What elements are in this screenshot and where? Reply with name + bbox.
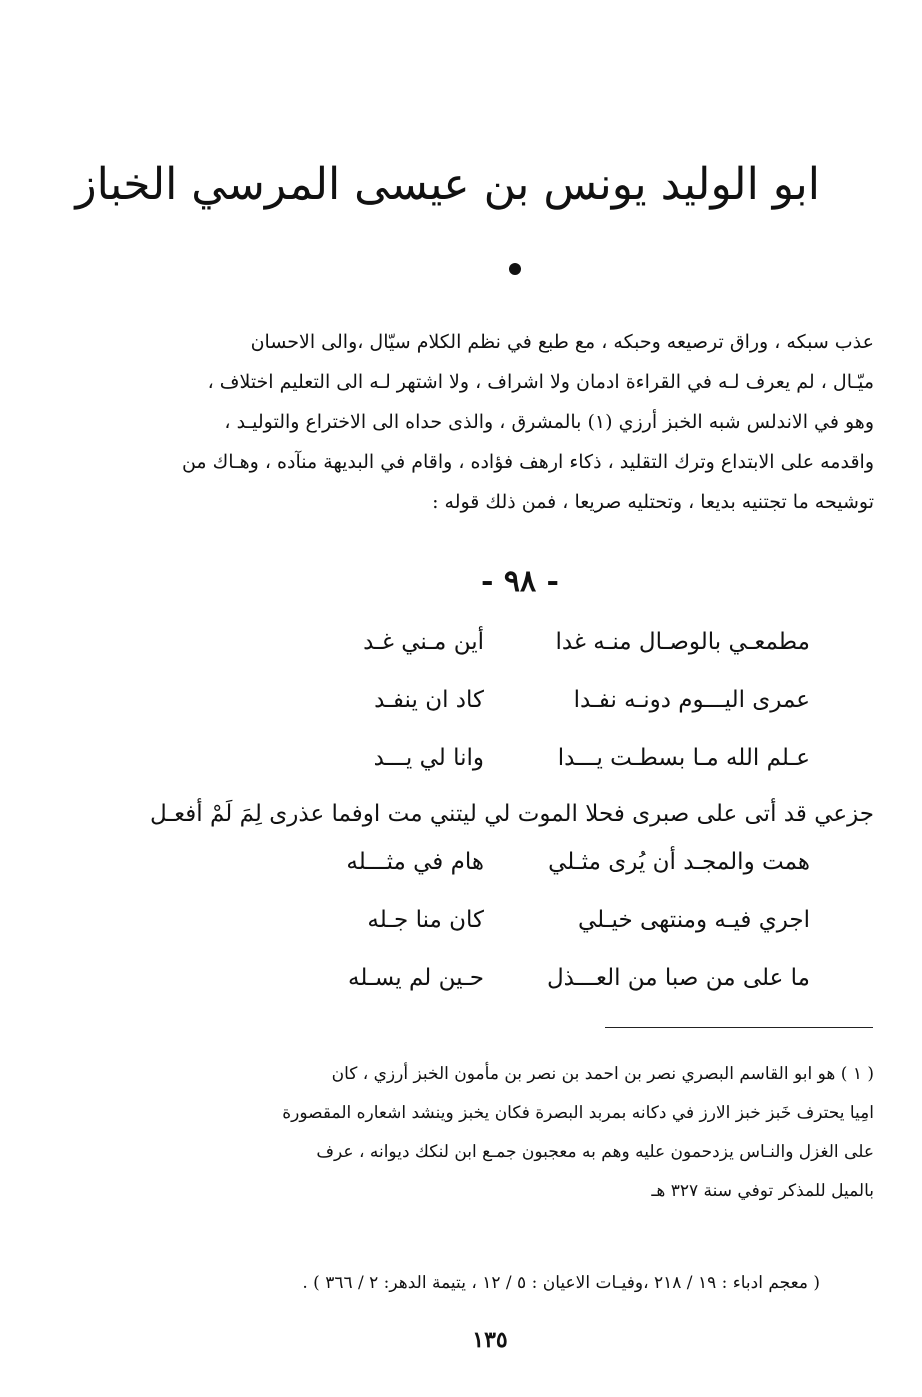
poem-number: - ٩٨ - xyxy=(480,564,560,599)
chapter-title: ابو الوليد يونس بن عيسى المرسي الخباز xyxy=(75,159,820,210)
verse-hemistich-left: وانا لي يـــد xyxy=(373,745,484,771)
intro-line: واقدمه على الابتداع وترك التقليد ، ذكاء ارهف فؤاده ، واقام في البديهة منآده ، وهـاك من xyxy=(181,451,874,473)
ornament-dot-icon xyxy=(509,263,521,275)
verse-hemistich-left: حـين لم يسـله xyxy=(348,965,484,991)
verse-row xyxy=(150,730,874,786)
footnote-line: على الغزل والنـاس يزدحمون عليه وهم به معجبون جمـع ابن لنكك ديوانه ، عرف xyxy=(316,1142,874,1162)
verse-hemistich-left: هام في مثـــله xyxy=(346,849,484,875)
verse-hemistich-left: أين مـني غـد xyxy=(363,629,484,655)
intro-line: عذب سبكه ، وراق ترصيعه وحبكه ، مع طبع في نظم الكلام سيّال ،والى الاحسان xyxy=(250,331,874,353)
verse-row xyxy=(150,892,874,948)
verse-hemistich-right: ما على من صبا من العـــذل xyxy=(546,965,810,991)
footnote-line: ( ١ ) هو ابو القاسم البصري نصر بن احمد بن نصر بن مأمون الخبز أرزي ، كان xyxy=(331,1064,874,1084)
page-number: ١٣٥ xyxy=(472,1327,508,1353)
intro-line: توشيحه ما تجتنيه بديعا ، وتحتليه صريعا ، فمن ذلك قوله : xyxy=(432,491,874,513)
footnote xyxy=(150,1055,874,1211)
intro-paragraph xyxy=(150,322,874,522)
verse-hemistich-right: همت والمجـد أن يُرى مثـلي xyxy=(548,849,810,875)
intro-line: وهو في الاندلس شبه الخبز أرزي (١) بالمشرق ، والذى حداه الى الاختراع والتوليـد ، xyxy=(224,411,874,433)
footnote-divider xyxy=(605,1027,873,1028)
verse-row xyxy=(150,672,874,728)
verse-row xyxy=(150,614,874,670)
intro-line: ميّـال ، لم يعرف لـه في القراءة ادمان ولا اشراف ، ولا اشتهر لـه الى التعليم اختلاف ، xyxy=(207,371,874,393)
verse-hemistich-left: كان منا جـله xyxy=(367,907,484,933)
footnote-line: بالميل للمذكر توفي سنة ٣٢٧ هـ xyxy=(651,1181,874,1201)
verse-hemistich-left: كاد ان ينفـد xyxy=(374,687,484,713)
verse-hemistich-right: عمرى اليـــوم دونـه نفـدا xyxy=(573,687,810,713)
reference-line: ( معجم ادباء : ١٩ / ٢١٨ ،وفيـات الاعيان : ٥ / ١٢ ، يتيمة الدهر: ٢ / ٣٦٦ ) . xyxy=(302,1273,820,1293)
verse-hemistich-right: مطمعـي بالوصـال منـه غدا xyxy=(555,629,810,655)
verse-hemistich-right: عـلم الله مـا بسطـت يـــدا xyxy=(557,745,810,771)
verse-long-line: جزعي قد أتى على صبرى فحلا الموت لي ليتني مت اوفما عذرى لِمَ لَمْ أفعـل xyxy=(150,801,874,827)
verse-row xyxy=(150,950,874,1006)
verse-hemistich-right: اجري فيـه ومنتهى خيـلي xyxy=(578,907,810,933)
footnote-line: امِيا يحترف خَبز خبز الارز في دكانه بمربد البصرة فكان يخبز وينشد اشعاره المقصورة xyxy=(282,1103,874,1123)
verse-row xyxy=(150,834,874,890)
